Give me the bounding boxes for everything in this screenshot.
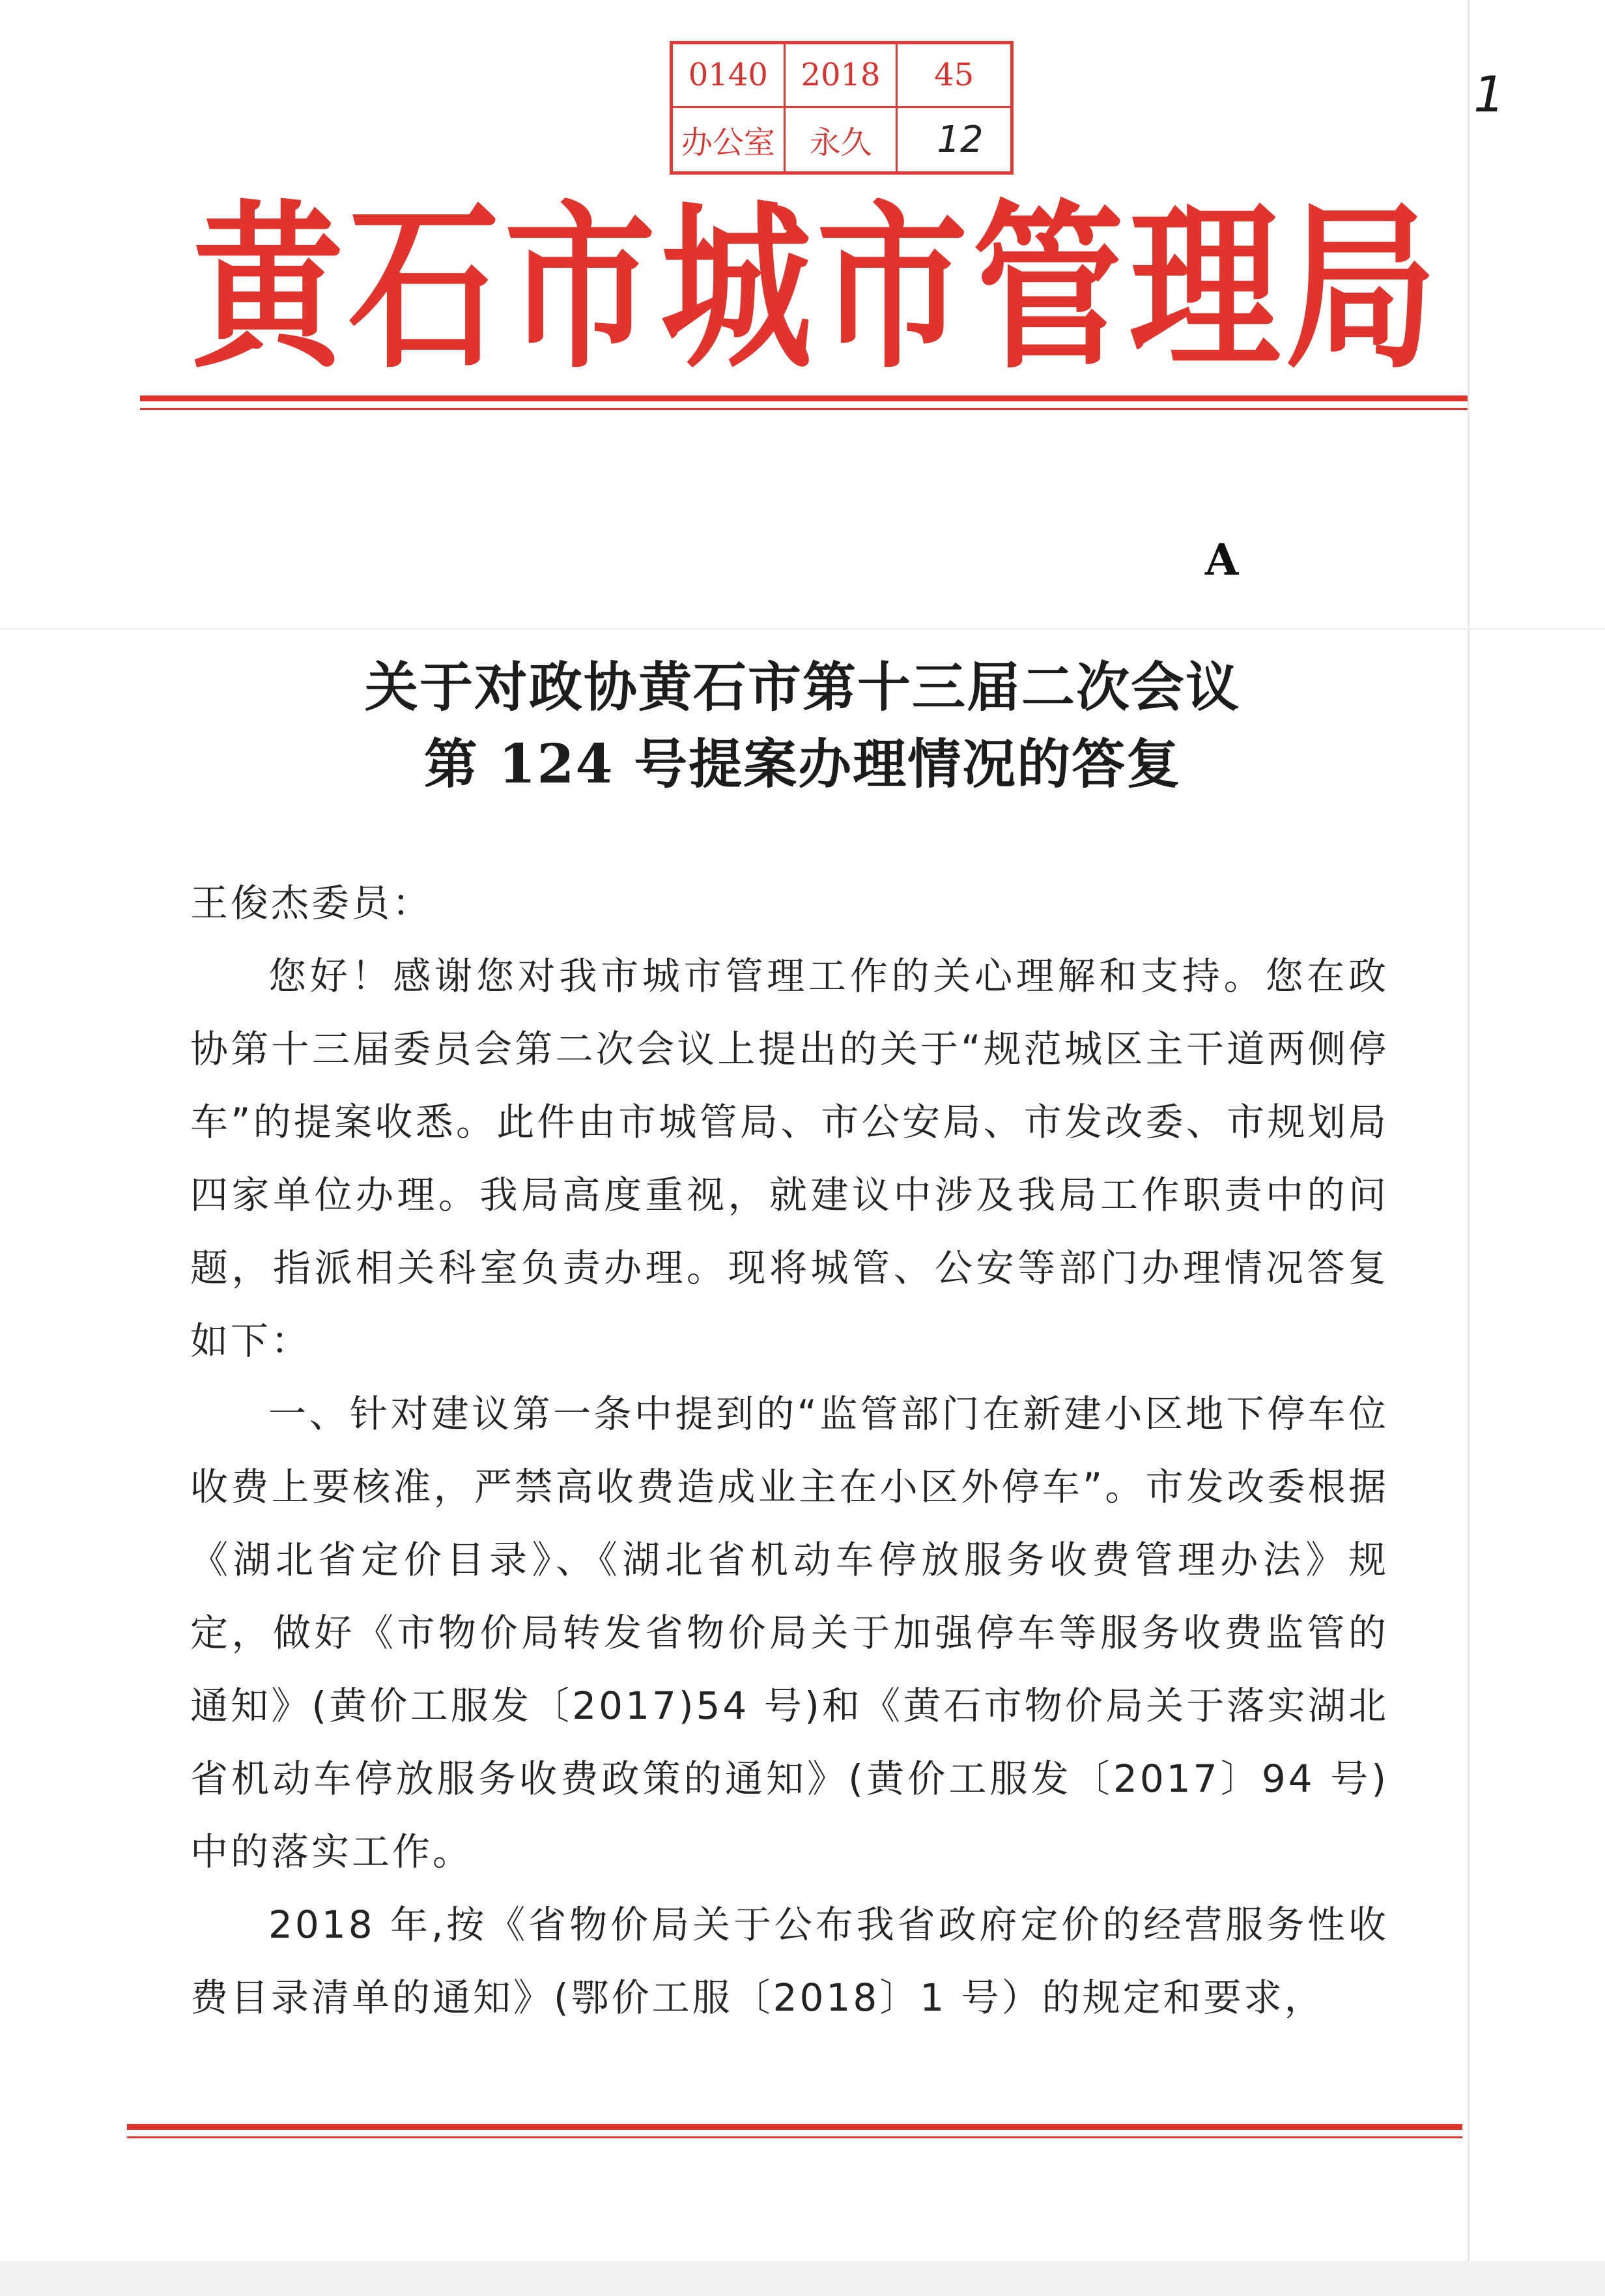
scan-seam bbox=[0, 628, 1605, 630]
paragraph: 您好！感谢您对我市城市管理工作的关心理解和支持。您在政协第十三届委员会第二次会议上提出的关于“规范城区主干道两侧停车”的提案收悉。此件由市城管局、市公安局、市发改委、市规划局四家单位办理。我局高度重视，就建议中涉及我局工作职责中的问题，指派相关科室负责办理。现将城管、公安等部门办理情况答复如下： bbox=[190, 954, 1389, 1363]
document-body bbox=[190, 867, 1389, 2034]
masthead-char: 城 bbox=[660, 182, 812, 393]
scan-edge bbox=[1468, 0, 1470, 2296]
masthead-char: 市 bbox=[816, 182, 968, 393]
document-title-line-2: 第 124 号提案办理情况的答复 bbox=[423, 733, 1182, 796]
stamp-year: 2018 bbox=[786, 44, 898, 108]
stamp-fonds-number: 0140 bbox=[673, 44, 786, 108]
masthead-char: 局 bbox=[1285, 182, 1436, 393]
masthead-char: 石 bbox=[348, 182, 500, 393]
archive-stamp bbox=[670, 41, 1014, 175]
stamp-file-number: 45 bbox=[898, 44, 1010, 108]
handwritten-page-number: 1 bbox=[1473, 65, 1505, 123]
salutation: 王俊杰委员： bbox=[190, 881, 433, 925]
masthead-char: 理 bbox=[1129, 182, 1281, 393]
masthead-rule-thin bbox=[140, 408, 1469, 410]
stamp-page-count: 12 bbox=[937, 118, 984, 161]
footer-rule-thick bbox=[127, 2124, 1462, 2130]
masthead bbox=[192, 182, 1436, 393]
masthead-char: 管 bbox=[973, 182, 1124, 393]
masthead-char: 市 bbox=[504, 182, 656, 393]
masthead-rule-thick bbox=[140, 395, 1469, 401]
stamp-department: 办公室 bbox=[673, 108, 786, 172]
masthead-char: 黄 bbox=[192, 182, 344, 393]
paragraph: 2018 年,按《省物价局关于公布我省政府定价的经营服务性收费目录清单的通知》(鄂价工服〔2018〕1 号）的规定和要求， bbox=[190, 1902, 1389, 2020]
footer-rule-thin bbox=[127, 2136, 1462, 2138]
stamp-retention: 永久 bbox=[786, 108, 898, 172]
scan-margin bbox=[0, 2261, 1605, 2296]
document-title-line-1: 关于对政协黄石市第十三届二次会议 bbox=[364, 656, 1240, 719]
paragraph: 一、针对建议第一条中提到的“监管部门在新建小区地下停车位收费上要核准，严禁高收费造成业主在小区外停车”。市发改委根据《湖北省定价目录》、《湖北省机动车停放服务收费管理办法》规定，做好《市物价局转发省物价局关于加强停车等服务收费监管的通知》(黄价工服发〔2017)54 号)和《黄石市物价局关于落实湖北省机动车停放服务收费政策的通知》(黄价工服发〔2017〕94 号)中的落实工作。 bbox=[190, 1392, 1389, 1874]
grade-mark: A bbox=[1205, 534, 1239, 585]
